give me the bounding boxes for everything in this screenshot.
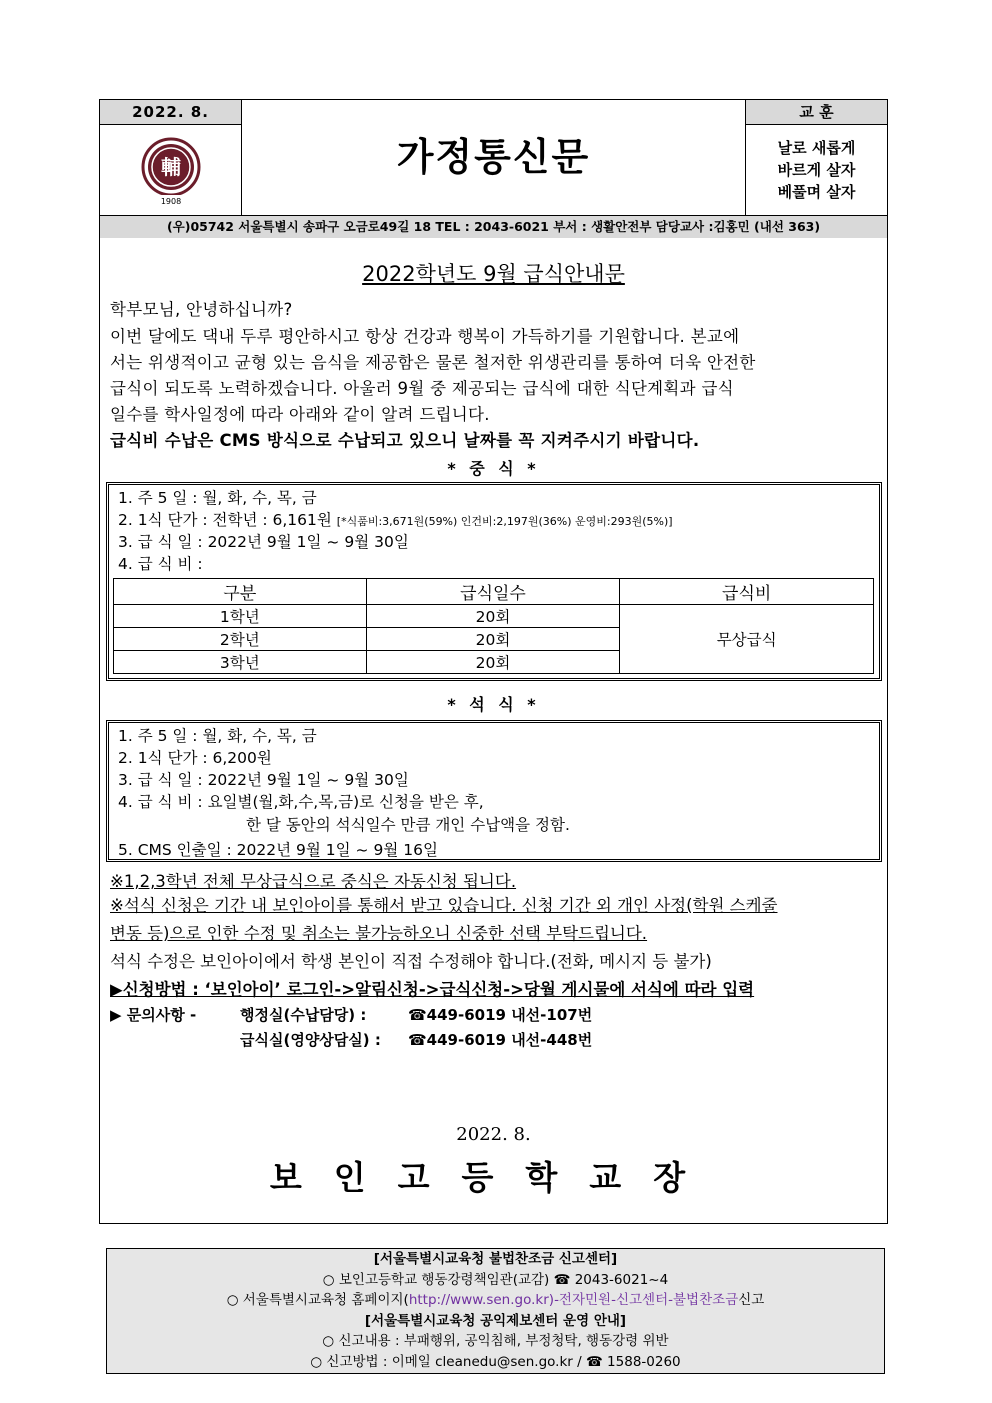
dinner-cms-date: 5. CMS 인출일 : 2022년 9월 1일 ~ 9월 16일 xyxy=(118,841,438,859)
dinner-price: 2. 1식 단가 : 6,200원 xyxy=(118,749,272,767)
note-dinner-edit: 석식 수정은 보인아이에서 학생 본인이 직접 수정해야 합니다.(전화, 메시지 등 불가) xyxy=(110,952,712,971)
footer-title: [서울특별시교육청 공익제보센터 운영 안내] xyxy=(364,1312,627,1329)
lunch-price-detail: [*식품비:3,671원(59%) 인건비:2,197원(36%) 운영비:293원(5%)] xyxy=(336,515,673,528)
table-cell: 20회 xyxy=(366,605,620,628)
emblem-char: 輔 xyxy=(161,155,181,179)
body-line: 서는 위생적이고 균형 있는 음식을 제공함은 물론 철저한 위생관리를 통하여 더욱 안전한 xyxy=(110,353,756,372)
table-cell: 2학년 xyxy=(114,628,367,651)
lunch-dates: 3. 급 식 일 : 2022년 9월 1일 ~ 9월 30일 xyxy=(118,533,409,551)
table-header: 급식일수 xyxy=(366,579,620,605)
school-address: (우)05742 서울특별시 송파구 오금로49길 18 TEL : 2043-6021 부서 : 생활안전부 담당교사 :김홍민 (내선 363) xyxy=(100,215,887,238)
school-logo xyxy=(100,125,242,215)
table-header-row xyxy=(114,579,874,605)
table-header: 구분 xyxy=(114,579,367,605)
dinner-heading: * 석 식 * xyxy=(447,695,540,714)
dinner-days: 1. 주 5 일 : 월, 화, 수, 목, 금 xyxy=(118,727,317,745)
lunch-days: 1. 주 5 일 : 월, 화, 수, 목, 금 xyxy=(118,489,317,507)
dinner-fee-detail: 한 달 동안의 석식일수 만큼 개인 수납액을 정함. xyxy=(246,816,570,834)
inquiry-office: 행정실(수납담당) : xyxy=(240,1006,367,1024)
table-cell: 20회 xyxy=(366,651,620,674)
body-line: 급식이 되도록 노력하겠습니다. 아울러 9월 중 제공되는 급식에 대한 식단계획과 급식 xyxy=(110,379,734,398)
note-dinner-apply: ※석식 신청은 기간 내 보인아이를 통해서 받고 있습니다. 신청 기간 외 개인 사정(학원 스케줄 xyxy=(110,896,778,915)
motto-label: 교 훈 xyxy=(745,100,887,125)
signature-date: 2022. 8. xyxy=(456,1124,531,1145)
table-row xyxy=(114,605,874,628)
inquiry-phone: ☎449-6019 내선-107번 xyxy=(408,1006,593,1024)
table-cell-fee: 무상급식 xyxy=(620,605,874,674)
table-cell: 1학년 xyxy=(114,605,367,628)
greeting: 학부모님, 안녕하십니까? xyxy=(110,300,293,319)
body-line: 일수를 학사일정에 따라 아래와 같이 알려 드립니다. xyxy=(110,405,490,424)
note-dinner-apply-cont: 변동 등)으로 인한 수정 및 취소는 불가능하오니 신중한 선택 부탁드립니다. xyxy=(110,924,648,943)
lunch-heading: * 중 식 * xyxy=(447,459,540,478)
note-free-lunch: ※1,2,3학년 전체 무상급식으로 중식은 자동신청 됩니다. xyxy=(110,872,517,891)
table-cell: 20회 xyxy=(366,628,620,651)
lunch-table xyxy=(113,578,874,674)
school-emblem-icon xyxy=(100,125,242,215)
footer-line: ○ 신고방법 : 이메일 cleanedu@sen.go.kr / ☎ 1588-0260 xyxy=(310,1353,681,1370)
dinner-fee: 4. 급 식 비 : 요일별(월,화,수,목,금)로 신청을 받은 후, xyxy=(118,793,484,811)
footer-title: [서울특별시교육청 불법찬조금 신고센터] xyxy=(373,1251,618,1267)
motto-line: 날로 새롭게 xyxy=(777,139,856,157)
motto-line: 베풀며 살자 xyxy=(777,183,856,201)
motto xyxy=(745,125,887,215)
inquiry-label: ▶ 문의사항 - xyxy=(110,1006,197,1024)
issue-date: 2022. 8. xyxy=(100,100,242,125)
footer-line: ○ 신고내용 : 부패행위, 공익침해, 부정청탁, 행동강령 위반 xyxy=(322,1333,669,1349)
page-title: 가정통신문 xyxy=(396,135,591,179)
table-cell: 3학년 xyxy=(114,651,367,674)
notice-title: 2022학년도 9월 급식안내문 xyxy=(362,262,625,286)
lunch-fee-label: 4. 급 식 비 : xyxy=(118,555,203,573)
inquiry-office: 급식실(영양상담실) : xyxy=(240,1031,381,1049)
apply-method: ▶신청방법 : ‘보인아이’ 로그인->알림신청->급식신청->당월 게시물에 서식에 따라 입력 xyxy=(110,980,755,999)
footer-line: ○ 보인고등학교 행동강령책임관(교감) ☎ 2043-6021~4 xyxy=(322,1271,669,1288)
cms-notice: 급식비 수납은 CMS 방식으로 수납되고 있으니 날짜를 꼭 지켜주시기 바랍니다. xyxy=(110,431,700,450)
sen-homepage-link[interactable]: http://www.sen.go.kr xyxy=(408,1292,549,1308)
report-center-box xyxy=(106,1248,885,1374)
emblem-year: 1908 xyxy=(160,197,182,206)
motto-line: 바르게 살자 xyxy=(777,161,856,179)
footer-line: ○ 서울특별시교육청 홈페이지(http://www.sen.go.kr)-전자민원-신고센터-불법찬조금신고 xyxy=(226,1292,765,1308)
signature-name: 보인고등학교장 xyxy=(269,1158,718,1197)
lunch-price: 2. 1식 단가 : 전학년 : 6,161원 [*식품비:3,671원(59%) 인건비:2,197원(36%) 운영비:293원(5%)] xyxy=(118,511,673,529)
table-header: 급식비 xyxy=(620,579,874,605)
body-line: 이번 달에도 댁내 두루 평안하시고 항상 건강과 행복이 가득하기를 기원합니다. 본교에 xyxy=(110,327,740,346)
dinner-dates: 3. 급 식 일 : 2022년 9월 1일 ~ 9월 30일 xyxy=(118,771,409,789)
inquiry-phone: ☎449-6019 내선-448번 xyxy=(408,1031,593,1049)
